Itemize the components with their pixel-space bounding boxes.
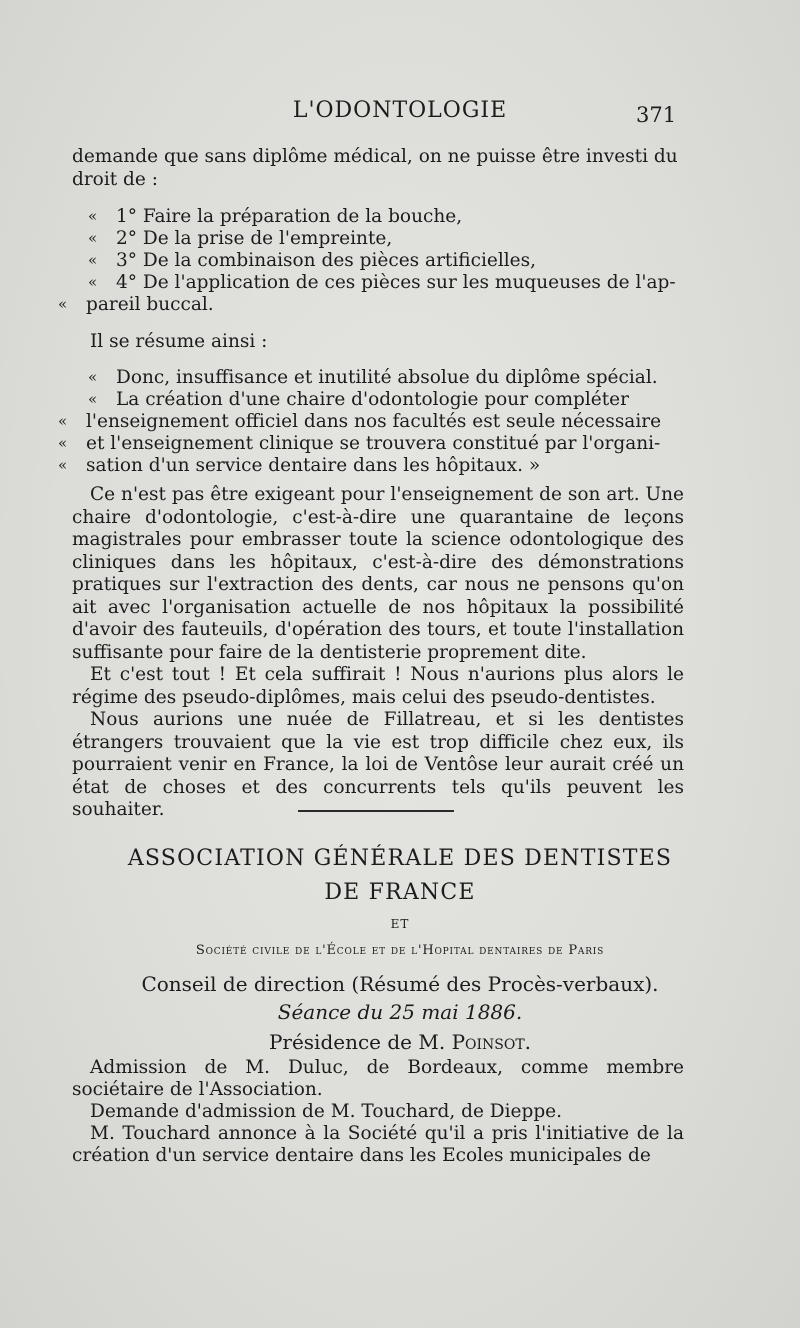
page-number: 371 <box>636 103 677 127</box>
resume-quote: « Donc, insuffisance et inutilité absolue du diplôme spécial. « La création d'une chaire d'odontologie pour compléter « l'enseignement officiel dans nos facultés est seule nécessaire « et l'enseignement clinique se trouvera constitué par l'organi- « sation d'un service dentaire dans les hôpitaux. » <box>58 367 662 476</box>
section-title-line2: DE FRANCE <box>324 880 476 905</box>
paragraph: Ce n'est pas être exigeant pour l'enseignement de son art. Une chaire d'odontologie, c'est-à-dire une quarantaine de leçons magistrales pour embrasser toute la science odontologique des cliniques dans les hôpitaux, c'est-à-dire des démonstrations pratiques sur l'extraction des dents, car nous ne pensons qu'on ait avec l'organisation actuelle de nos hôpitaux la possibilité d'avoir des fauteuils, d'opération des tours, et toute l'installation suffisante pour faire de la dentisterie proprement dite. <box>72 484 684 663</box>
intro-paragraph: demande que sans diplôme médical, on ne puisse être investi du droit de : <box>72 146 678 190</box>
paragraph: Nous aurions une nuée de Fillatreau, et si les dentistes étrangers trouvaient que la vie est trop difficile chez eux, ils pourraient venir en France, la loi de Ventôse leur aurait créé un état de choses et des concurrents tels qu'ils peuvent les souhaiter. <box>72 709 684 820</box>
quoted-list: « 1° Faire la préparation de la bouche, « 2° De la prise de l'empreinte, « 3° De la combinaison des pièces artificielles, « 4° De l'application de ces pièces sur les muqueuses de l'ap- « pareil buccal. <box>58 206 676 315</box>
presidency-line: Présidence de M. Poinsot. <box>268 1030 532 1054</box>
paragraph: Demande d'admission de M. Touchard, de Dieppe. <box>90 1101 563 1122</box>
section-conjunction: ET <box>390 917 410 931</box>
paragraph: Admission de M. Duluc, de Bordeaux, comme membre sociétaire de l'Association. <box>72 1057 684 1100</box>
section-divider <box>298 810 454 812</box>
paragraph: M. Touchard annonce à la Société qu'il a pris l'initiative de la création d'un service dentaire dans les Ecoles municipales de <box>72 1123 684 1166</box>
running-header-title: L'ODONTOLOGIE <box>292 98 508 123</box>
resume-intro: Il se résume ainsi : <box>90 331 268 352</box>
body-paragraphs <box>72 484 684 822</box>
council-heading: Conseil de direction (Résumé des Procès-verbaux). <box>141 972 659 996</box>
minutes <box>72 1057 684 1167</box>
paragraph: Et c'est tout ! Et cela suffirait ! Nous n'aurions plus alors le régime des pseudo-diplômes, mais celui des pseudo-dentistes. <box>72 664 684 708</box>
section-title-line1: ASSOCIATION GÉNÉRALE DES DENTISTES <box>127 846 673 871</box>
section-subtitle: Société civile de l'École et de l'Hopital dentaires de Paris <box>195 943 605 958</box>
session-date: Séance du 25 mai 1886. <box>277 1000 523 1024</box>
president-name: Poinsot. <box>451 1030 532 1054</box>
